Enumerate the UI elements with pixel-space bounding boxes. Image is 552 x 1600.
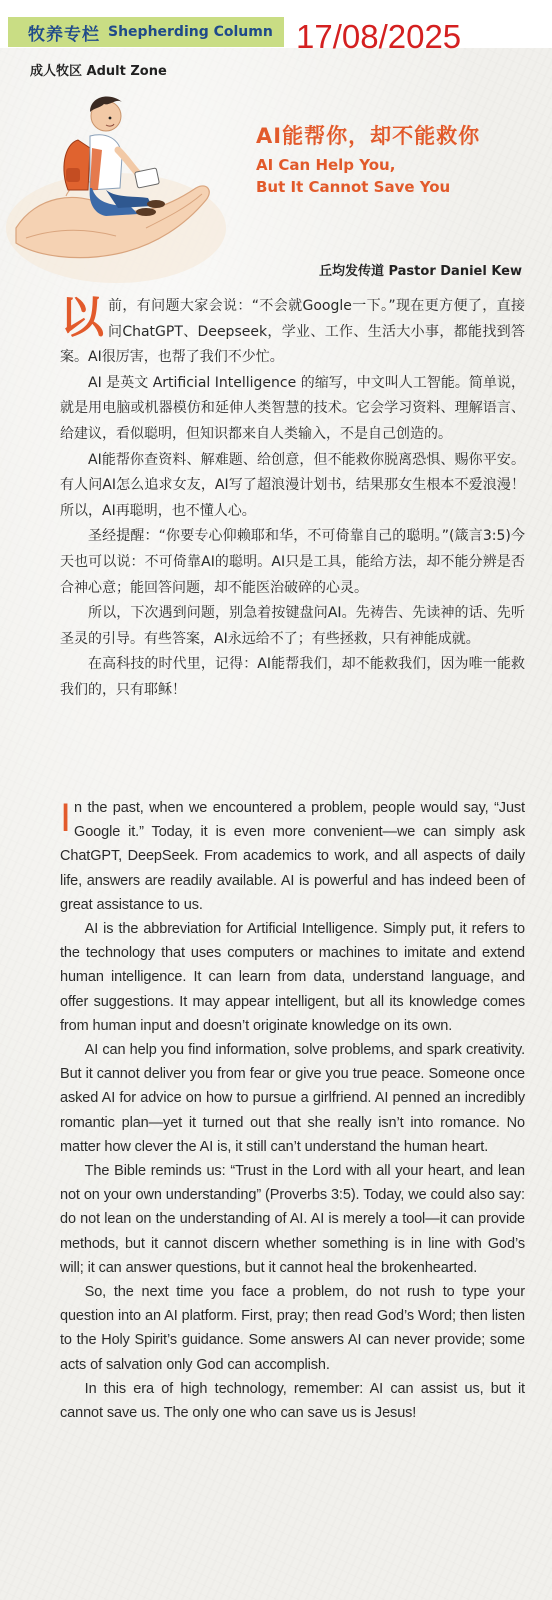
article-title-en-line-1: AI Can Help You,: [256, 156, 396, 174]
paragraph-en-1: [60, 796, 525, 917]
article-title-en-line-2: But It Cannot Save You: [256, 178, 451, 196]
article-title-en: [256, 154, 536, 198]
column-name-cn: 牧养专栏: [28, 24, 100, 45]
drop-cap-cn: 以: [60, 292, 104, 343]
author-byline: 丘均发传道 Pastor Daniel Kew: [318, 264, 522, 279]
paragraph-cn-2: AI 是英文 Artificial Intelligence 的缩写，中文叫人工智能。简单说，就是用电脑或机器模仿和延伸人类智慧的技术。它会学习资料、理解语言、给建议，看似聪明，但知识都来自人类输入，不是自己创造的。: [60, 374, 525, 442]
article-title-cn: AI能帮你，却不能救你: [256, 124, 481, 148]
article-body-cn: [60, 294, 525, 704]
article-body-en: [60, 796, 525, 1425]
paragraph-cn-3: AI能帮你查资料、解难题、给创意，但不能救你脱离恐惧、赐你平安。有人问AI怎么追求女友，AI写了超浪漫计划书，结果那女生根本不爱浪漫！所以，AI再聪明，也不懂人心。: [60, 451, 525, 519]
paragraph-cn-1: [60, 294, 525, 371]
paragraph-en-3: AI can help you find information, solve problems, and spark creativity. But it cannot deliver you from fear or give you true peace. Someone once asked AI for advice on how to pursue a girlfriend. AI penned an incredibly romantic plan—yet it turned out that she really isn’t into romance. No matter how clever the AI is, it still can’t understand the human heart.: [60, 1042, 525, 1155]
paragraph-en-4: The Bible reminds us: “Trust in the Lord with all your heart, and lean not on your own understanding” (Proverbs 3:5). Today, we could also say: do not lean on the understanding of AI. AI is merely a tool—it can provide methods, but it cannot discern whether something is in line with God’s will; it can answer questions, but it cannot heal the brokenhearted.: [60, 1163, 525, 1276]
column-tag: [8, 17, 284, 47]
paragraph-en-6: In this era of high technology, remember: AI can assist us, but it cannot save us. The only one who can save us is Jesus!: [60, 1380, 525, 1422]
column-name-en: Shepherding Column: [108, 24, 273, 40]
paragraph-cn-6: 在高科技的时代里，记得：AI能帮我们，却不能救我们，因为唯一能救我们的，只有耶稣！: [60, 656, 525, 698]
paragraph-en-2: AI is the abbreviation for Artificial Intelligence. Simply put, it refers to the technology that uses computers or machines to imitate and extend human intelligence. It can learn from data, understand language, and offer suggestions. It may appear intelligent, but all its knowledge comes from human input and doesn’t originate knowledge on its own.: [60, 921, 525, 1034]
paragraph-cn-4: 圣经提醒：“你要专心仰赖耶和华，不可倚靠自己的聪明。”(箴言3:5)今天也可以说：不可倚靠AI的聪明。AI只是工具，能给方法，却不能分辨是否合神心意；能回答问题，却不能医治破碎的心灵。: [60, 528, 525, 596]
paragraph-cn-1-text: 前，有问题大家会说：“不会就Google一下。”现在更方便了，直接问ChatGPT、Deepseek，学业、工作、生活大小事，都能找到答案。AI很厉害，也帮了我们不少忙。: [60, 298, 525, 366]
boy-on-hand-illustration: [6, 78, 236, 283]
paragraph-en-5: So, the next time you face a problem, do not rush to type your question into an AI platform. First, pray; then read God’s Word; then listen to the Holy Spirit’s guidance. Some answers AI can never provide; some acts of salvation only God can accomplish.: [60, 1284, 525, 1373]
zone-label: 成人牧区 Adult Zone: [30, 64, 167, 79]
drop-cap-en: I: [60, 796, 72, 840]
paragraph-cn-5: 所以，下次遇到问题，别急着按键盘问AI。先祷告、先读神的话、先听圣灵的引导。有些答案，AI永远给不了；有些拯救，只有神能成就。: [60, 605, 525, 647]
issue-date: 17/08/2025: [296, 18, 462, 55]
paragraph-en-1-text: n the past, when we encountered a problem, people would say, “Just Google it.” Today, it is even more convenient—we can simply ask ChatGPT, DeepSeek. From academics to work, and all aspects of daily life, answers are readily available. AI is powerful and has indeed been of great assistance to us.: [60, 800, 525, 913]
